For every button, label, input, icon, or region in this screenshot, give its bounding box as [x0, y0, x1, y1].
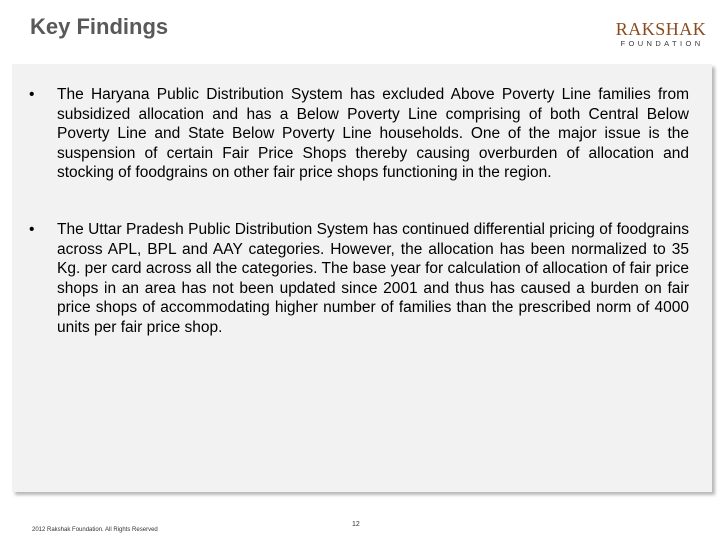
slide-title: Key Findings	[30, 14, 169, 39]
bullet-icon: •	[29, 221, 35, 238]
page-number: 12	[352, 521, 360, 528]
logo-main-text: RAKSHAK	[615, 19, 707, 39]
finding-text: The Haryana Public Distribution System has excluded Above Poverty Line families from subsidized allocation and has a Below Poverty Line comprising of both Central Below Poverty Line and State Below Poverty Line households. One of the major issue is the suspension of certain Fair Price Shops thereby causing overburden of allocation and stocking of foodgrains on other fair price shops functioning in the region.	[57, 86, 689, 182]
rakshak-foundation-logo	[612, 20, 710, 48]
content-panel	[12, 64, 712, 492]
logo-sub-text: FOUNDATION	[620, 39, 704, 48]
footer-copyright: 2012 Rakshak Foundation. All Rights Reserved	[32, 527, 158, 533]
bullet-icon: •	[29, 86, 35, 103]
finding-text: The Uttar Pradesh Public Distribution System has continued differential pricing of foodgrains across APL, BPL and AAY categories. However, the allocation has been normalized to 35 Kg. per card across all the categories. The base year for calculation of allocation of fair price shops in an area has not been updated since 2001 and thus has caused a burden on fair price shops of accommodating higher number of families than the prescribed norm of 4000 units per fair price shop.	[57, 221, 689, 336]
